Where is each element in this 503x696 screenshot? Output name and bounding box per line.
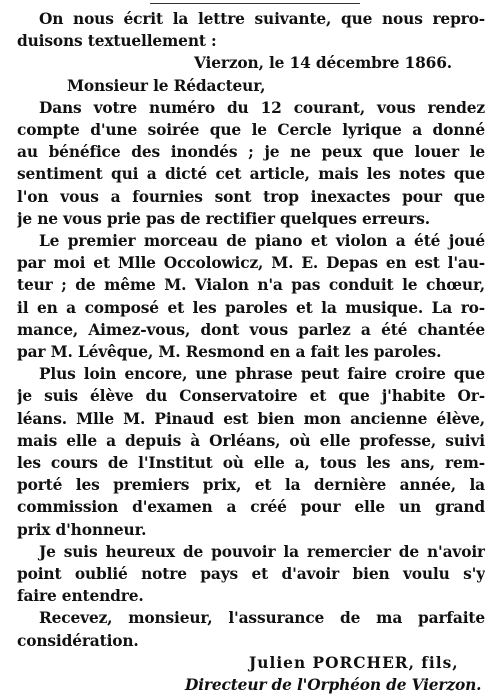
newspaper-article: [17, 8, 485, 696]
paragraph-3-line-6: porté les premiers prix, et la dernière année, la: [17, 476, 485, 495]
paragraph-1-line-5: l'on vous a fournies sont trop inexactes pour que: [17, 187, 485, 206]
paragraph-4-line-3: faire entendre.: [17, 587, 144, 606]
paragraph-1-line-2: compte d'une soirée que le Cercle lyrique a donné: [17, 121, 485, 140]
paragraph-1-line-1: Dans votre numéro du 12 courant, vous rendez: [39, 98, 485, 117]
paragraph-3-line-8: prix d'honneur.: [17, 520, 147, 539]
paragraph-3-line-7: commission d'examen a créé pour elle un grand: [17, 498, 485, 517]
intro-line-1: On nous écrit la lettre suivante, que nous repro-: [39, 10, 485, 28]
paragraph-3-line-2: je suis élève du Conservatoire et que j'habite Or-: [17, 387, 485, 406]
paragraph-2-line-2: par moi et Mlle Occolowicz, M. E. Depas en est l'au-: [17, 254, 485, 273]
paragraph-3-line-5: les cours de l'Institut où elle a, tous les ans, rem-: [17, 454, 485, 473]
paragraph-2-line-6: par M. Lévêque, M. Resmond en a fait les paroles.: [17, 343, 442, 362]
paragraph-3-line-4: mais elle a depuis à Orléans, où elle professe, suivi: [17, 431, 485, 450]
paragraph-2-line-1: Le premier morceau de piano et violon a été joué: [39, 232, 485, 251]
paragraph-3-line-3: léans. Mlle M. Pinaud est bien mon ancienne élève,: [17, 409, 485, 428]
paragraph-2-line-5: mance, Aimez-vous, dont vous parlez a été chantée: [17, 320, 485, 339]
paragraph-4-line-2: point oublié notre pays et d'avoir bien voulu s'y: [17, 565, 485, 584]
paragraph-4-line-1: Je suis heureux de pouvoir la remercier de n'avoir: [39, 542, 485, 561]
paragraph-3-line-1: Plus loin encore, une phrase peut faire croire que: [39, 365, 485, 384]
paragraph-5-line-1: Recevez, monsieur, l'assurance de ma parfaite: [39, 609, 485, 628]
paragraph-1-line-6: je ne vous prie pas de rectifier quelques erreurs.: [17, 209, 430, 228]
signature-title: Directeur de l'Orphéon de Vierzon.: [185, 676, 482, 695]
paragraph-1-line-4: sentiment qui a dicté cet article, mais les notes que: [17, 165, 485, 184]
intro-line-2: duisons textuellement :: [17, 32, 217, 51]
signature-name: Julien PORCHER, fils,: [249, 653, 459, 672]
paragraph-1-line-3: au bénéfice des inondés ; je ne peux que louer le: [17, 143, 485, 162]
top-divider-rule: [150, 3, 360, 4]
paragraph-2-line-4: il en a composé et les paroles et la musique. La ro-: [17, 298, 485, 317]
salutation: Monsieur le Rédacteur,: [67, 76, 266, 95]
paragraph-5-line-2: considération.: [17, 631, 139, 650]
paragraph-2-line-3: teur ; de même M. Vialon n'a pas conduit le chœur,: [17, 276, 485, 295]
dateline: Vierzon, le 14 décembre 1866.: [194, 54, 452, 73]
